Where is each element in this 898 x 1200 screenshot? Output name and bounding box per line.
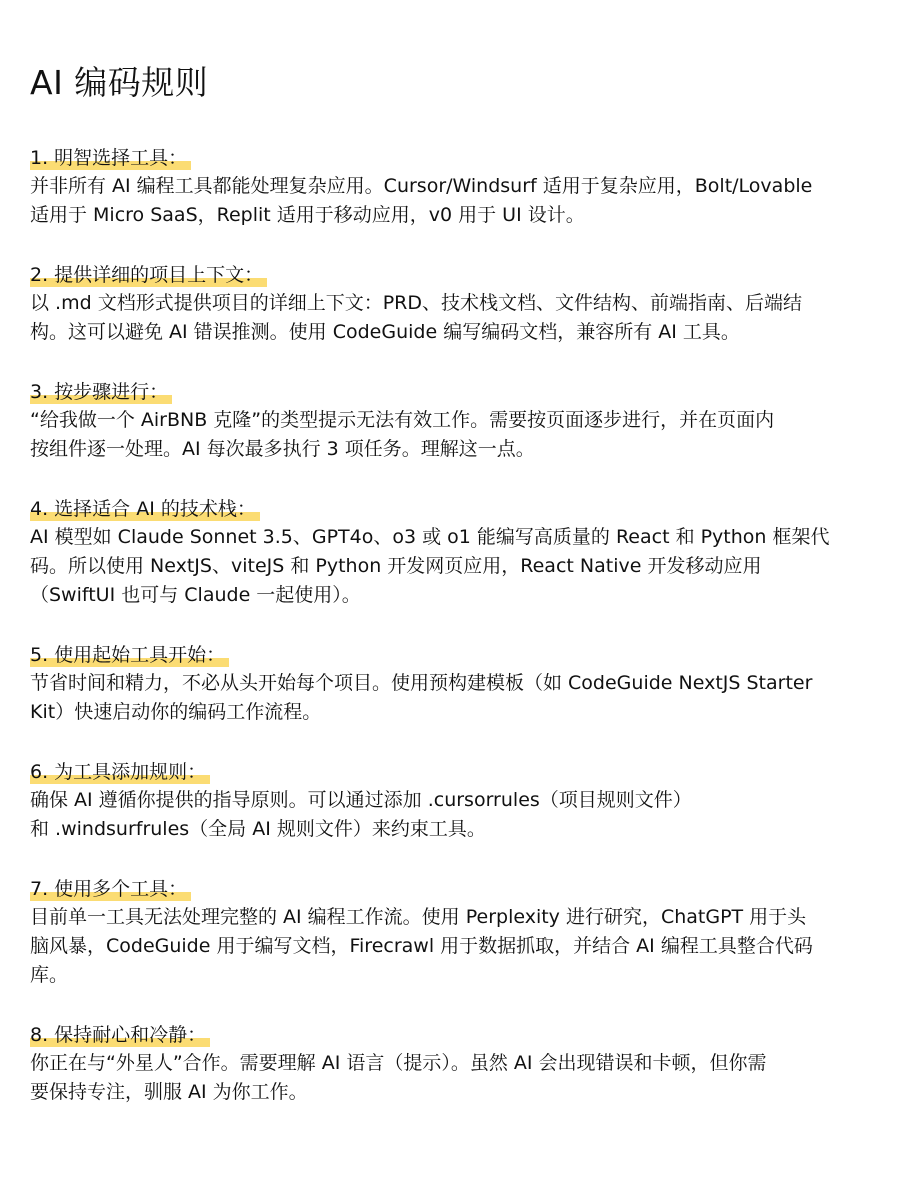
rule-body: 以 .md 文档形式提供项目的详细上下文：PRD、技术栈文档、文件结构、前端指南、后端结 构。这可以避免 AI 错误推测。使用 CodeGuide 编写编码文档，兼容所有 AI 工具。 [30,292,802,343]
rule-heading: 1. 明智选择工具： [30,144,191,172]
rule-body: “给我做一个 AirBNB 克隆”的类型提示无法有效工作。需要按页面逐步进行，并在页面内 按组件逐一处理。AI 每次最多执行 3 项任务。理解这一点。 [30,409,775,460]
rule-body: 并非所有 AI 编程工具都能处理复杂应用。Cursor/Windsurf 适用于复杂应用，Bolt/Lovable 适用于 Micro SaaS，Replit 适用于移动应用，v0 用于 UI 设计。 [30,175,813,226]
rule-body: 确保 AI 遵循你提供的指导原则。可以通过添加 .cursorrules（项目规则文件） 和 .windsurfrules（全局 AI 规则文件）来约束工具。 [30,789,692,840]
rule-item-5 [30,641,868,727]
rule-body: 节省时间和精力，不必从头开始每个项目。使用预构建模板（如 CodeGuide NextJS Starter Kit）快速启动你的编码工作流程。 [30,672,813,723]
rule-item-3 [30,378,868,464]
rule-heading: 8. 保持耐心和冷静： [30,1021,210,1049]
rule-heading: 5. 使用起始工具开始： [30,641,229,669]
rule-body: 目前单一工具无法处理完整的 AI 编程工作流。使用 Perplexity 进行研究，ChatGPT 用于头 脑风暴，CodeGuide 用于编写文档，Firecrawl 用于数据抓取，并结合 AI 编程工具整合代码 库。 [30,906,813,986]
rule-item-6 [30,758,868,844]
rule-heading: 7. 使用多个工具： [30,875,191,903]
rule-item-4 [30,495,868,610]
rule-item-2 [30,261,868,347]
rule-heading: 4. 选择适合 AI 的技术栈： [30,495,260,523]
rule-item-7 [30,875,868,990]
rule-body: 你正在与“外星人”合作。需要理解 AI 语言（提示）。虽然 AI 会出现错误和卡顿，但你需 要保持专注，驯服 AI 为你工作。 [30,1052,767,1103]
rule-heading: 2. 提供详细的项目上下文： [30,261,267,289]
page-title: AI 编码规则 [30,63,209,102]
rule-body: AI 模型如 Claude Sonnet 3.5、GPT4o、o3 或 o1 能编写高质量的 React 和 Python 框架代 码。所以使用 NextJS、viteJS 和 Python 开发网页应用，React Native 开发移动应用 （SwiftUI 也可与 Claude 一起使用）。 [30,526,830,606]
rule-heading: 3. 按步骤进行： [30,378,172,406]
rule-item-8 [30,1021,868,1107]
rule-heading: 6. 为工具添加规则： [30,758,210,786]
rule-item-1 [30,144,868,230]
